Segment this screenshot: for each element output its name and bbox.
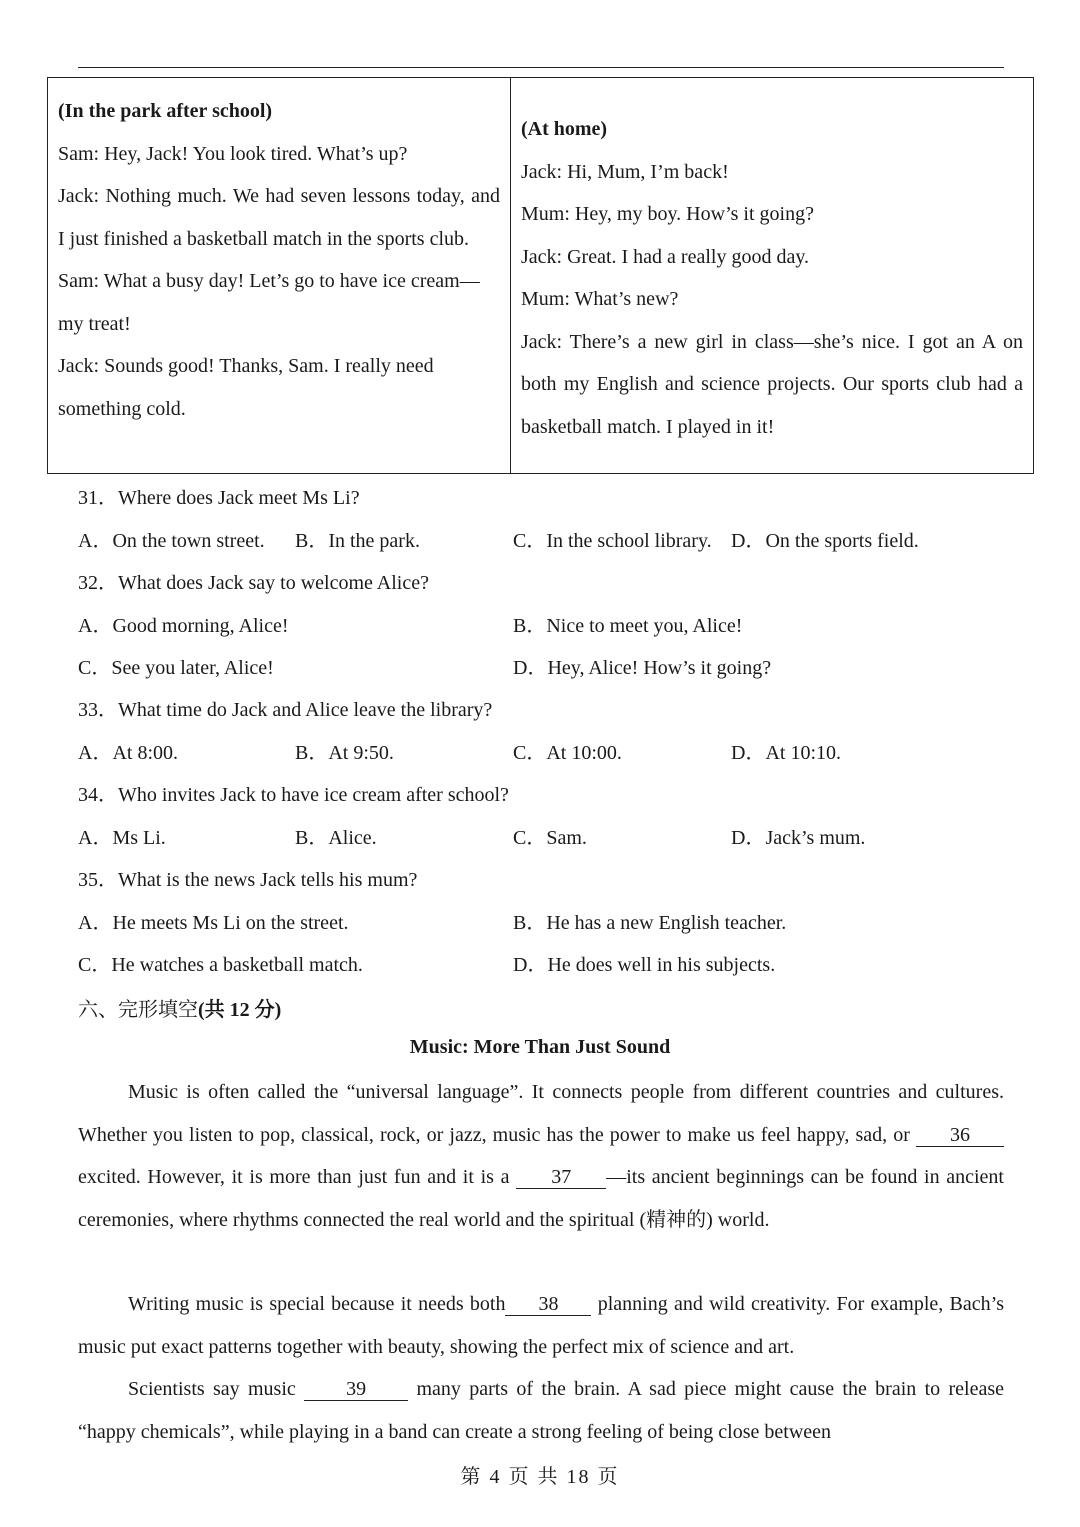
section-prefix: 六、完形填空 (78, 999, 198, 1021)
dialogue-line: Mum: Hey, my boy. How’s it going? (521, 203, 814, 225)
dialogue-line: Jack: There’s a new girl in class—she’s nice. I got an A on both my English and science projects. Our sports club had a basketball match. I played in it! (521, 330, 1023, 438)
dialogue-line: Jack: Sounds good! Thanks, Sam. I really need something cold. (58, 355, 434, 420)
option: D．At 10:10. (731, 742, 841, 764)
dialogue-title: (At home) (521, 118, 608, 140)
dialogue-park (48, 78, 511, 473)
question-stem: 35．What is the news Jack tells his mum? (78, 869, 418, 891)
dialogue-line: Mum: What’s new? (521, 288, 679, 310)
option: A．Good morning, Alice! (78, 615, 289, 637)
question-stem: 31．Where does Jack meet Ms Li? (78, 487, 360, 509)
dialogue-line: Sam: Hey, Jack! You look tired. What’s up? (58, 142, 408, 165)
option: D．Jack’s mum. (731, 827, 866, 849)
section-heading (78, 993, 281, 1022)
option: B．Alice. (295, 827, 377, 849)
blank-37: 37 (516, 1166, 606, 1189)
dialogue-table (47, 77, 1034, 474)
passage-paragraph: Music is often called the “universal language”. It connects people from different countries and cultures. Whether you listen to pop, classical, rock, or jazz, music has the power to make us feel happy, sad, or 36excited. However, it is more than just fun and it is a 37 —its ancient beginnings can be found in ancient ceremonies, where rhythms connected the real world and the spiritual (精神的) world. (78, 1081, 1004, 1231)
blank-36: 36 (916, 1124, 1004, 1147)
blank-39: 39 (304, 1378, 408, 1401)
option: C．See you later, Alice! (78, 657, 274, 679)
dialogue-title: (In the park after school) (58, 100, 273, 122)
option: B．Nice to meet you, Alice! (513, 615, 743, 637)
option: C．In the school library. (513, 530, 712, 552)
section-score: (共 12 分) (198, 999, 282, 1021)
blank-38: 38 (505, 1293, 591, 1316)
dialogue-line: Sam: What a busy day! Let’s go to have ice cream—my treat! (58, 270, 480, 335)
dialogue-line: Jack: Great. I had a really good day. (521, 245, 810, 268)
option: B．In the park. (295, 530, 420, 552)
option: A．He meets Ms Li on the street. (78, 912, 349, 934)
dialogue-line: Jack: Nothing much. We had seven lessons today, and I just finished a basketball match in the sports club. (58, 185, 500, 250)
option: D．On the sports field. (731, 530, 919, 552)
option: A．Ms Li. (78, 827, 166, 849)
question-stem: 34．Who invites Jack to have ice cream after school? (78, 784, 509, 806)
header-rule (78, 67, 1004, 68)
question-stem: 32．What does Jack say to welcome Alice? (78, 572, 429, 594)
option: D．Hey, Alice! How’s it going? (513, 657, 772, 679)
passage-title: Music: More Than Just Sound (409, 1036, 671, 1058)
dialogue-home (511, 78, 1033, 473)
option: D．He does well in his subjects. (513, 954, 776, 976)
option: B．At 9:50. (295, 742, 394, 764)
dialogue-line: Jack: Hi, Mum, I’m back! (521, 160, 729, 183)
passage-paragraph: Scientists say music 39 many parts of the brain. A sad piece might cause the brain to release “happy chemicals”, while playing in a band can create a strong feeling of being close between (78, 1378, 1004, 1443)
option: C．He watches a basketball match. (78, 954, 363, 976)
option: A．At 8:00. (78, 742, 178, 764)
page-number: 第 4 页 共 18 页 (460, 1466, 620, 1488)
passage-paragraph: Writing music is special because it needs both 38 planning and wild creativity. For example, Bach’s music put exact patterns together with beauty, showing the perfect mix of science and art. (78, 1293, 1004, 1358)
option: A．On the town street. (78, 530, 265, 552)
option: B．He has a new English teacher. (513, 912, 787, 934)
question-stem: 33．What time do Jack and Alice leave the library? (78, 699, 493, 721)
option: C．Sam. (513, 827, 587, 849)
option: C．At 10:00. (513, 742, 622, 764)
